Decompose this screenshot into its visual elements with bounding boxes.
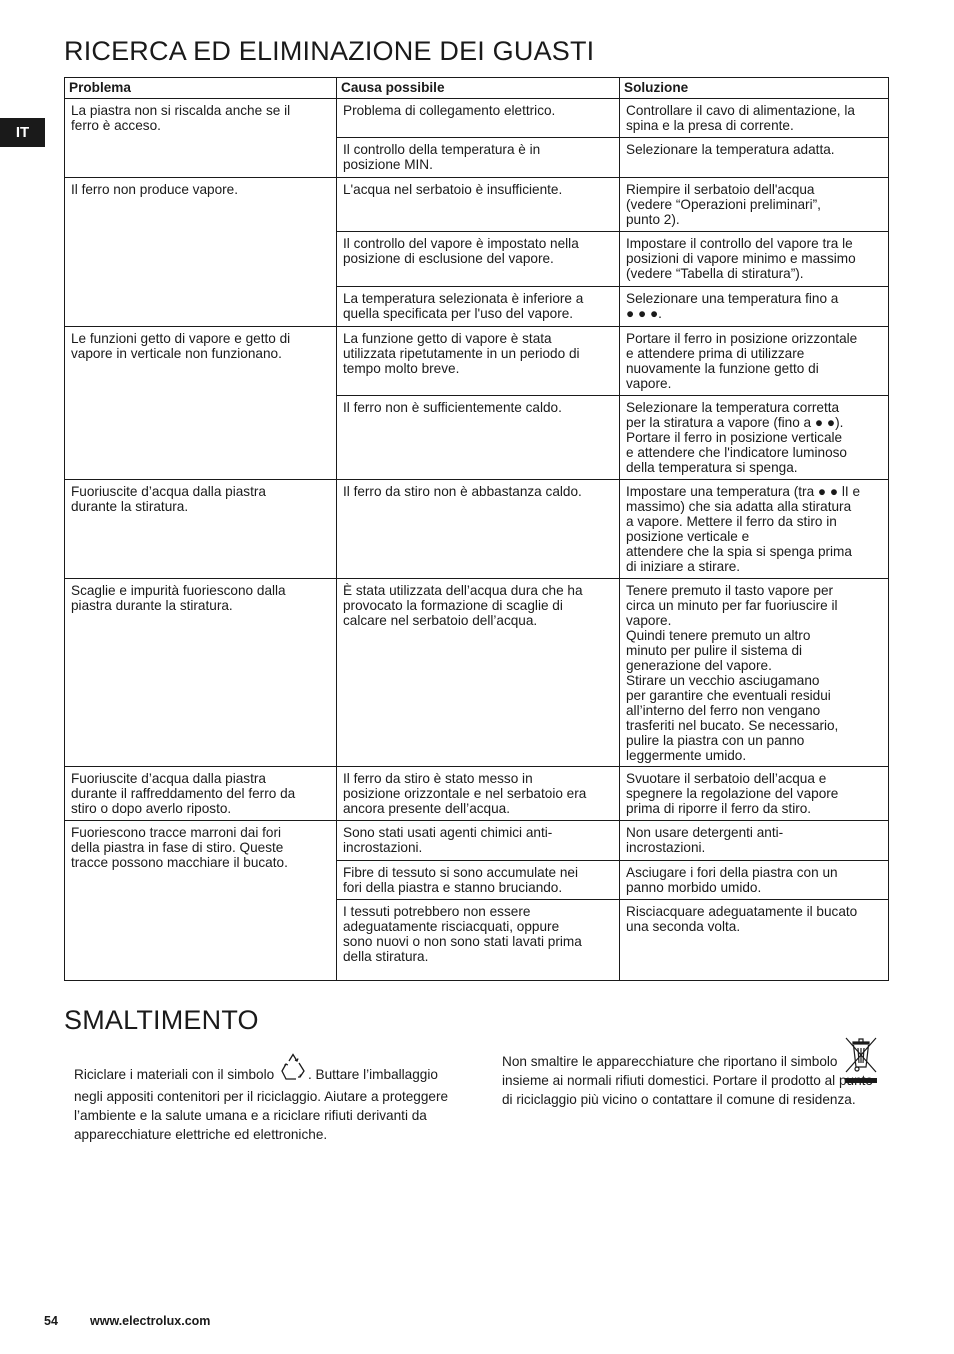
solution-cell: Selezionare la temperatura adatta. [620,138,889,178]
disposal-title: SMALTIMENTO [64,1005,259,1035]
header-problem: Problema [65,78,337,99]
website-link[interactable]: www.electrolux.com [90,1314,211,1328]
solution-cell: Svuotare il serbatoio dell’acqua e spegnere la regolazione del vapore prima di riporre il ferro da stiro. [620,767,889,821]
table-row [65,579,889,767]
solution-cell: Tenere premuto il tasto vapore per circa un minuto per far fuoriuscire il vapore. Quindi tenere premuto un altro minuto per pulire il sistema di generazione del vapore. Stirare un vecchio asciugamano per garantire che eventuali residui all’interno del ferro non vengano trasferiti nel bucato. Se necessario, pulire la piastra con un panno leggermente umido. [620,579,889,767]
cause-cell: Il controllo del vapore è impostato nella posizione di esclusione del vapore. [337,232,620,287]
problem-cell: La piastra non si riscalda anche se il ferro è acceso. [65,99,337,178]
cause-cell: Problema di collegamento elettrico. [337,99,620,138]
solution-cell: Non usare detergenti anti- incrostazioni. [620,821,889,861]
solution-cell: Risciacquare adeguatamente il bucato una seconda volta. [620,900,889,981]
table-row [65,99,889,138]
recycle-icon [278,1052,308,1087]
troubleshooting-title: RICERCA ED ELIMINAZIONE DEI GUASTI [64,36,595,66]
problem-cell: Fuoriescono tracce marroni dai fori della piastra in fase di stiro. Queste tracce possono macchiare il bucato. [65,821,337,981]
solution-cell: Portare il ferro in posizione orizzontale e attendere prima di utilizzare nuovamente la funzione getto di vapore. [620,327,889,396]
language-tab: IT [0,118,45,147]
problem-cell: Le funzioni getto di vapore e getto di vapore in verticale non funzionano. [65,327,337,480]
table-row [65,327,889,396]
solution-cell: Selezionare la temperatura corretta per la stiratura a vapore (fino a ● ●). Portare il ferro in posizione verticale e attendere che l'indicatore luminoso della temperatura si spenga. [620,396,889,480]
table-row [65,480,889,579]
recycling-text-a: Riciclare i materiali con il simbolo [74,1067,278,1082]
problem-cell: Scaglie e impurità fuoriescono dalla piastra durante la stiratura. [65,579,337,767]
problem-cell: Fuoriuscite d’acqua dalla piastra durante la stiratura. [65,480,337,579]
recycling-paragraph [74,1052,454,1144]
cause-cell: Fibre di tessuto si sono accumulate nei fori della piastra e stanno bruciando. [337,861,620,900]
table-row [65,821,889,861]
cause-cell: La funzione getto di vapore è stata utilizzata ripetutamente in un periodo di tempo molto breve. [337,327,620,396]
cause-cell: Sono stati usati agenti chimici anti- incrostazioni. [337,821,620,861]
solution-cell: Riempire il serbatoio dell'acqua (vedere “Operazioni preliminari”, punto 2). [620,178,889,232]
cause-cell: È stata utilizzata dell’acqua dura che ha provocato la formazione di scaglie di calcare nel serbatoio dell’acqua. [337,579,620,767]
troubleshooting-table [64,77,889,981]
cause-cell: I tessuti potrebbero non essere adeguatamente risciacquati, oppure sono nuovi o non sono stati lavati prima della stiratura. [337,900,620,981]
cause-cell: Il ferro da stiro non è abbastanza caldo. [337,480,620,579]
cause-cell: Il ferro non è sufficientemente caldo. [337,396,620,480]
recycling-text-b: . Buttare l’imballaggio negli appositi contenitori per il riciclaggio. Aiutare a proteggere l’ambiente e la salute umana e a riciclare rifiuti derivanti da apparecchiature elettriche ed elettroniche. [74,1067,449,1142]
problem-cell: Il ferro non produce vapore. [65,178,337,327]
table-header-row [65,78,889,99]
table-row [65,178,889,232]
header-cause: Causa possibile [337,78,620,99]
table-row [65,767,889,821]
solution-cell: Asciugare i fori della piastra con un panno morbido umido. [620,861,889,900]
page-number: 54 [44,1314,58,1328]
header-solution: Soluzione [620,78,889,99]
weee-paragraph: Non smaltire le apparecchiature che riportano il simbolo insieme ai normali rifiuti domestici. Portare il prodotto al punto di riciclaggio più vicino o contattare il comune di residenza. [502,1054,873,1107]
cause-cell: La temperatura selezionata è inferiore a quella specificata per l'uso del vapore. [337,287,620,327]
cause-cell: Il ferro da stiro è stato messo in posizione orizzontale e nel serbatoio era ancora presente dell’acqua. [337,767,620,821]
cause-cell: L'acqua nel serbatoio è insufficiente. [337,178,620,232]
solution-cell: Controllare il cavo di alimentazione, la spina e la presa di corrente. [620,99,889,138]
solution-cell: Impostare una temperatura (tra ● ● lI e massimo) che sia adatta alla stiratura a vapore. Mettere il ferro da stiro in posizione verticale e attendere che la spia si spenga prima di iniziare a stirare. [620,480,889,579]
cause-cell: Il controllo della temperatura è in posizione MIN. [337,138,620,178]
solution-cell: Selezionare una temperatura fino a ● ● ●. [620,287,889,327]
problem-cell: Fuoriuscite d’acqua dalla piastra durante il raffreddamento del ferro da stiro o dopo averlo riposto. [65,767,337,821]
solution-cell: Impostare il controllo del vapore tra le posizioni di vapore minimo e massimo (vedere “Tabella di stiratura”). [620,232,889,287]
